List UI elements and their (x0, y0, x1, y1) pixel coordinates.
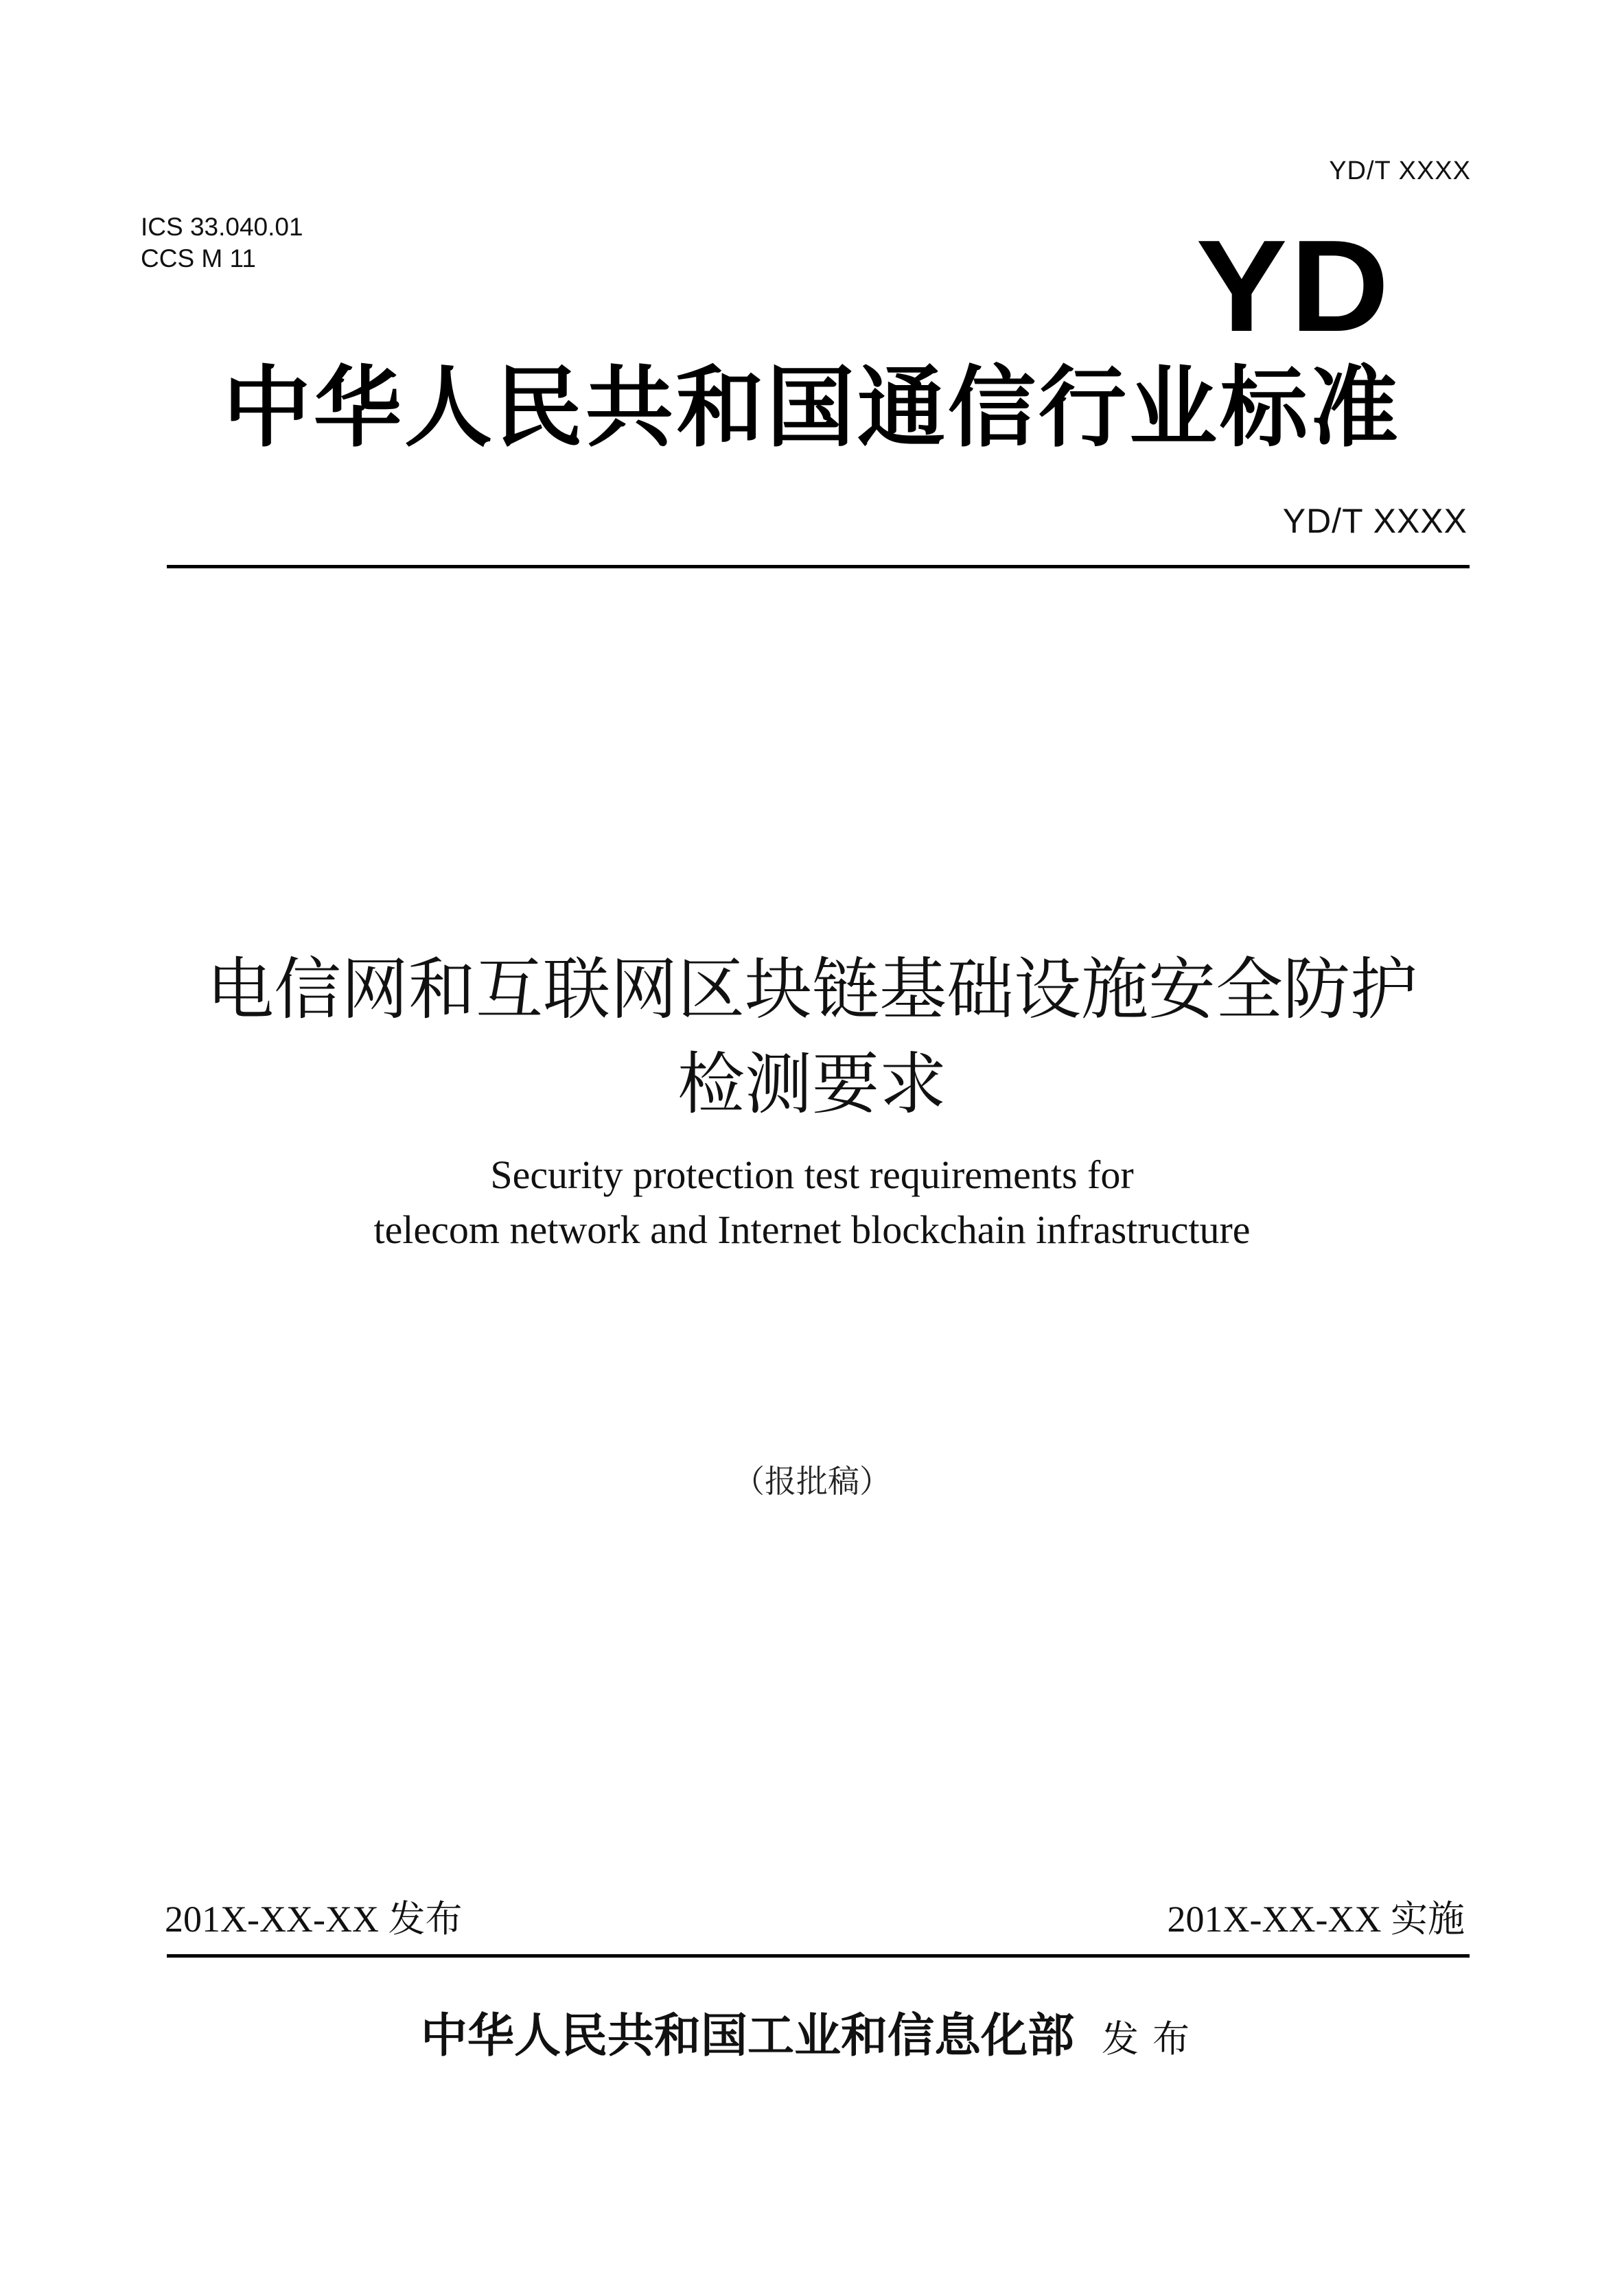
implementation-date: 201X-XX-XX 实施 (1167, 1899, 1465, 1940)
yd-logo: YD (1196, 213, 1392, 359)
classification-codes (141, 211, 303, 275)
draft-status-label: （报批稿） (733, 1463, 891, 1500)
publisher-line (0, 1999, 1624, 2065)
footer-divider (167, 1954, 1470, 1958)
document-title-chinese (0, 942, 1624, 1132)
header-divider (167, 565, 1470, 568)
publisher-organization: 中华人民共和国工业和信息化部 (420, 2009, 1074, 2063)
ics-code: ICS 33.040.01 (141, 213, 303, 241)
standard-number: YD/T XXXX (1282, 502, 1468, 540)
publisher-action: 发布 (1102, 2017, 1203, 2061)
title-en-line-1: Security protection test requirements for (490, 1152, 1134, 1197)
title-cn-line-2: 检测要求 (677, 1045, 947, 1124)
publish-date: 201X-XX-XX 发布 (165, 1899, 463, 1940)
ccs-code: CCS M 11 (141, 244, 256, 272)
document-title-english (0, 1148, 1624, 1257)
title-cn-line-1: 电信网和互联网区块链基础设施安全防护 (206, 951, 1417, 1029)
top-standard-code: YD/T XXXX (1329, 156, 1471, 185)
title-en-line-2: telecom network and Internet blockchain infrastructure (373, 1207, 1251, 1252)
standard-category-title: 中华人民共和国通信行业标准 (222, 357, 1401, 459)
